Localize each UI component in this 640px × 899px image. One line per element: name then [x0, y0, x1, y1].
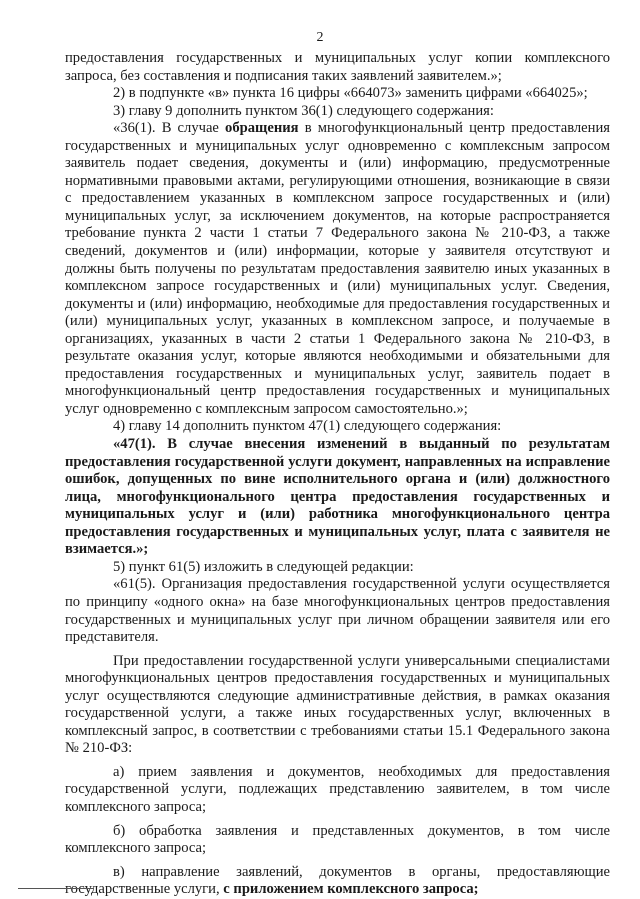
paragraph-item-5: 5) пункт 61(5) изложить в следующей редакции:	[113, 558, 414, 575]
footer-divider	[18, 888, 94, 889]
paragraph-item-2: 2) в подпункте «в» пункта 16 цифры «664073» заменить цифрами «664025»;	[113, 85, 588, 102]
list-item-a: а) прием заявления и документов, необходимых для предоставления государственной услуги, подлежащих представлению заявителем, в том числе комплексного запроса;	[65, 763, 610, 815]
paragraph-36-1-start: «36(1). В случае	[113, 120, 226, 137]
list-item-v-start: в) направление заявлений, документов в органы, предоставляющие государственные услуги,	[65, 863, 610, 898]
paragraph-item-3: 3) главу 9 дополнить пунктом 36(1) следующего содержания:	[113, 102, 494, 119]
document-body	[65, 50, 610, 899]
paragraph-61-5: «61(5). Организация предоставления государственной услуги осуществляется по принципу «одного окна» на базе многофункциональных центров предоставления государственных и муниципальных услуг при личном обращении заявителя или его представителя.	[65, 576, 610, 646]
list-item-v-bold: с приложением комплексного запроса;	[223, 881, 479, 898]
paragraph-item-4: 4) главу 14 дополнить пунктом 47(1) следующего содержания:	[113, 418, 502, 435]
paragraph-36-1	[65, 120, 610, 418]
paragraph-administrative-actions: При предоставлении государственной услуги универсальными специалистами многофункциональных центров предоставления государственных и муниципальных услуг осуществляются следующие административные действия, в рамках оказания государственной услуги, а также иных государственных услуг, включенных в комплексный запрос, в соответствии с требованиями статьи 15.1 Федерального закона № 210-ФЗ:	[65, 652, 610, 757]
paragraph-36-1-bold: обращения	[225, 120, 299, 137]
page-number: 2	[316, 30, 324, 45]
paragraph-47-1: «47(1). В случае внесения изменений в выданный по результатам предоставления государственной услуги документ, направленных на исправление ошибок, допущенных по вине исполнительного органа и (или) должностного лица, многофункционального центра предоставления государственных и муниципальных услуг и (или) работника многофункционального центра предоставления государственных и муниципальных услуг, плата с заявителя не взимается.»;	[65, 436, 610, 558]
paragraph-36-1-rest: в многофункциональный центр предоставления государственных и муниципальных услуг одновременно с комплексным запросом заявитель подает сведения, документы и (или) информацию, предусмотренные нормативными правовыми актами, регулирующими отношения, возникающие в связи с предоставлением указанных в комплексном запросе государственных и (или) муниципальных услуг, за исключением документов, на которые распространяется требование пункта 2 части 1 статьи 7 Федерального закона № 210-ФЗ, а также сведений, документов и (или) информации, которые у заявителя отсутствуют и должны быть получены по результатам предоставления заявителю иных указанных в комплексном запросе государственных и (или) муниципальных услуг. Сведения, документы и (или) информацию, необходимые для предоставления государственных и (или) муниципальных услуг, указанных в комплексном запросе, и получаемые в организациях, указанных в части 2 статьи 1 Федерального закона № 210-ФЗ, в результате оказания услуг, которые являются необходимыми и обязательными для предоставления государственных и муниципальных услуг, заявитель подает в многофункциональный центр предоставления государственных и муниципальных услуг одновременно с комплексным запросом самостоятельно.»;	[65, 120, 610, 417]
paragraph-continuation: предоставления государственных и муниципальных услуг копии комплексного запроса, без составления и подписания таких заявлений заявителем.»;	[65, 50, 610, 84]
list-item-v	[65, 864, 610, 899]
list-item-b: б) обработка заявления и представленных документов, в том числе комплексного запроса;	[65, 822, 610, 857]
